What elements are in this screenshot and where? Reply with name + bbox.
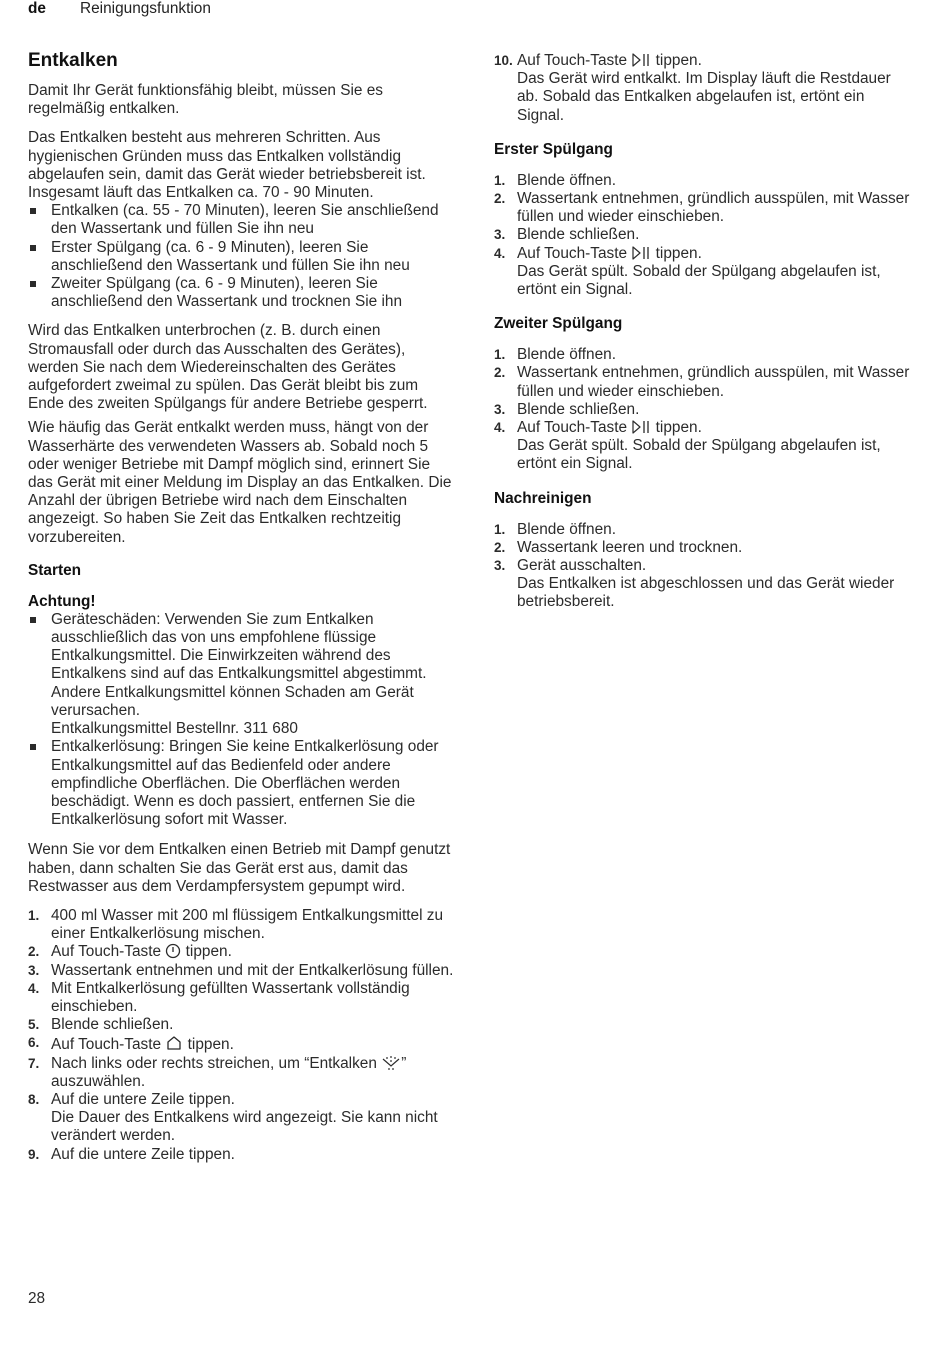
step-item <box>28 1055 458 1091</box>
play-pause-icon <box>631 52 651 68</box>
residual-water-paragraph: Wenn Sie vor dem Entkalken einen Betrieb mit Dampf genutzt haben, dann schalten Sie das Gerät erst aus, damit das Restwasser aus dem Verdampfersystem gepumpt wird. <box>28 841 451 895</box>
step-number: 2. <box>494 539 506 555</box>
step-text: Wassertank entnehmen, gründlich ausspülen, mit Wasser füllen und wieder einschieben. <box>517 190 910 226</box>
step-text: Auf Touch-Taste <box>517 419 632 437</box>
page-header <box>28 0 211 18</box>
step-number: 4. <box>494 420 506 436</box>
step-number: 2. <box>28 944 40 960</box>
step-item <box>28 907 458 943</box>
step-text: Blende öffnen. <box>517 346 616 364</box>
step-text: Blende öffnen. <box>517 171 616 189</box>
step-note: Das Entkalken ist abgeschlossen und das Gerät wieder betriebsbereit. <box>517 575 895 611</box>
step-text: Wassertank entnehmen, gründlich ausspülen, mit Wasser füllen und wieder einschieben. <box>517 364 910 400</box>
step-text: Auf Touch-Taste <box>517 52 632 69</box>
page-title: Entkalken <box>28 50 118 71</box>
step-item <box>494 52 914 125</box>
section-title: Reinigungsfunktion <box>80 0 211 17</box>
step-number: 10. <box>494 53 513 68</box>
step-number: 6. <box>28 1035 40 1051</box>
step-text: Blende schließen. <box>51 1016 174 1034</box>
step-number: 2. <box>494 365 506 381</box>
list-item: Erster Spülgang (ca. 6 - 9 Minuten), leeren Sie anschließend den Wassertank und füllen Sie ihn neu <box>28 239 458 275</box>
step-text: Wassertank entnehmen und mit der Entkalkerlösung füllen. <box>51 961 454 979</box>
warning-list <box>28 611 458 829</box>
step-note: Das Gerät spült. Sobald der Spülgang abgelaufen ist, ertönt ein Signal. <box>517 437 881 473</box>
interruption-paragraph: Wird das Entkalken unterbrochen (z. B. durch einen Stromausfall oder durch das Ausschalten des Gerätes), werden Sie nach dem Wiedereinschalten des Gerätes aufgefordert zweimal zu spülen. Das Gerät bleibt bis zum Ende des zweiten Spülgangs für andere Betriebe gesperrt. <box>28 322 428 413</box>
step-item <box>28 943 458 961</box>
warning-text: Geräteschäden: Verwenden Sie zum Entkalken ausschließlich das von uns empfohlene flüssige Entkalkungsmittel. Die Einwirkzeiten während des Entkalkens sind auf das Entkalkungsmittel abgestimmt. Andere Entkalkungsmittel können Schaden am Gerät verursachen. <box>51 610 427 719</box>
step-text: 400 ml Wasser mit 200 ml flüssigem Entkalkungsmittel zu einer Entkalkerlösung mischen. <box>51 906 444 943</box>
step-item <box>28 962 458 980</box>
step-item <box>494 401 914 419</box>
step-text: Auf die untere Zeile tippen. <box>51 1145 235 1163</box>
overview-paragraph: Das Entkalken besteht aus mehreren Schritten. Aus hygienischen Gründen muss das Entkalken vollständig abgelaufen sein, damit das Gerät wieder betriebsbereit ist. Insgesamt läuft das Entkalken ca. 70 - 90 Minuten. <box>28 129 426 202</box>
step-number: 1. <box>494 347 506 363</box>
step-number: 5. <box>28 1017 40 1033</box>
step-item <box>28 1034 458 1054</box>
step-text: Blende öffnen. <box>517 520 616 538</box>
step-number: 1. <box>28 907 40 923</box>
step-note: Die Dauer des Entkalkens wird angezeigt. Sie kann nicht verändert werden. <box>51 1109 438 1145</box>
step-number: 4. <box>28 980 40 996</box>
rinse1-heading: Erster Spülgang <box>494 140 613 158</box>
step-item <box>494 419 914 474</box>
step-text-end: tippen. <box>651 244 702 262</box>
step-text-end: tippen. <box>183 1036 234 1054</box>
step-number: 4. <box>494 245 506 261</box>
step-text-end: ” auszuwählen. <box>51 1054 407 1090</box>
rinse1-steps <box>494 172 914 299</box>
step-number: 8. <box>28 1091 40 1107</box>
language-code: de <box>28 0 46 17</box>
intro-paragraph: Damit Ihr Gerät funktionsfähig bleibt, müssen Sie es regelmäßig entkalken. <box>28 82 384 118</box>
step-item <box>494 172 914 190</box>
step-item <box>28 1146 458 1164</box>
step-text: Blende schließen. <box>517 226 640 244</box>
step-item <box>28 980 458 1016</box>
step-item <box>28 1091 458 1146</box>
step-text: Auf Touch-Taste <box>51 943 166 961</box>
step-item <box>494 539 914 557</box>
cleanup-heading: Nachreinigen <box>494 489 592 507</box>
rinse2-steps <box>494 346 914 473</box>
step-item <box>494 245 914 300</box>
right-column <box>494 52 914 612</box>
frequency-paragraph: Wie häufig das Gerät entkalkt werden muss, hängt von der Wasserhärte des verwendeten Wassers ab. Sobald noch 5 oder weniger Betriebe mit Dampf möglich sind, erinnert Sie das Gerät mit einer Meldung im Display an das Entkalken. Die Anzahl der übrigen Betriebe wird nach dem Einschalten angezeigt. So haben Sie Zeit das Entkalken rechtzeitig vorzubereiten. <box>28 419 452 546</box>
step-number: 1. <box>494 521 506 537</box>
step-item <box>494 226 914 244</box>
step-number: 2. <box>494 191 506 207</box>
list-item: Zweiter Spülgang (ca. 6 - 9 Minuten), leeren Sie anschließend den Wassertank und trocknen Sie ihn <box>28 275 458 311</box>
step-text-end: tippen. <box>181 943 232 961</box>
step-number: 7. <box>28 1055 40 1071</box>
steps-list <box>28 907 458 1164</box>
step-number: 3. <box>28 962 40 978</box>
page-number: 28 <box>28 1290 46 1307</box>
list-item: Entkalken (ca. 55 - 70 Minuten), leeren Sie anschließend den Wassertank und füllen Sie ihn neu <box>28 202 458 238</box>
step-item <box>494 364 914 400</box>
play-pause-icon <box>631 245 651 261</box>
step-number: 9. <box>28 1146 40 1162</box>
home-icon <box>165 1034 183 1052</box>
phase-list <box>28 202 458 311</box>
step-item <box>494 557 914 612</box>
step-number: 1. <box>494 172 506 188</box>
cleanup-steps <box>494 521 914 612</box>
step-text: Gerät ausschalten. <box>517 557 647 575</box>
step-text-end: tippen. <box>651 52 702 69</box>
descale-icon <box>381 1055 401 1071</box>
left-column <box>28 50 458 1164</box>
step-text: Wassertank leeren und trocknen. <box>517 538 743 556</box>
step-item <box>494 521 914 539</box>
step-text-end: tippen. <box>651 419 702 437</box>
step-note: Das Gerät spült. Sobald der Spülgang abgelaufen ist, ertönt ein Signal. <box>517 262 881 299</box>
step-text: Nach links oder rechts streichen, um “Entkalken <box>51 1054 382 1072</box>
step-text: Mit Entkalkerlösung gefüllten Wassertank vollständig einschieben. <box>51 979 410 1015</box>
step-text: Auf die untere Zeile tippen. <box>51 1090 235 1108</box>
start-heading: Starten <box>28 561 82 579</box>
order-number: Entkalkungsmittel Bestellnr. 311 680 <box>51 720 298 738</box>
step-text: Auf Touch-Taste <box>51 1036 166 1054</box>
step-text: Blende schließen. <box>517 400 640 418</box>
warning-item <box>28 611 458 738</box>
step-text: Auf Touch-Taste <box>517 244 632 262</box>
power-icon <box>165 943 181 959</box>
step-number: 3. <box>494 558 506 574</box>
step-number: 3. <box>494 227 506 243</box>
step-item <box>494 346 914 364</box>
warning-item: Entkalkerlösung: Bringen Sie keine Entkalkerlösung oder Entkalkungsmittel auf das Bedienfeld oder andere empfindliche Oberflächen. Die Oberflächen werden beschädigt. Wenn es doch passiert, entfernen Sie die Entkalkerlösung sofort mit Wasser. <box>28 738 458 829</box>
step-item <box>494 190 914 226</box>
play-pause-icon <box>631 419 651 435</box>
step-item <box>28 1016 458 1034</box>
rinse2-heading: Zweiter Spülgang <box>494 315 623 333</box>
warning-heading: Achtung! <box>28 592 96 610</box>
step-number: 3. <box>494 401 506 417</box>
step-note: Das Gerät wird entkalkt. Im Display läuft die Restdauer ab. Sobald das Entkalken abgelaufen ist, ertönt ein Signal. <box>517 70 891 124</box>
